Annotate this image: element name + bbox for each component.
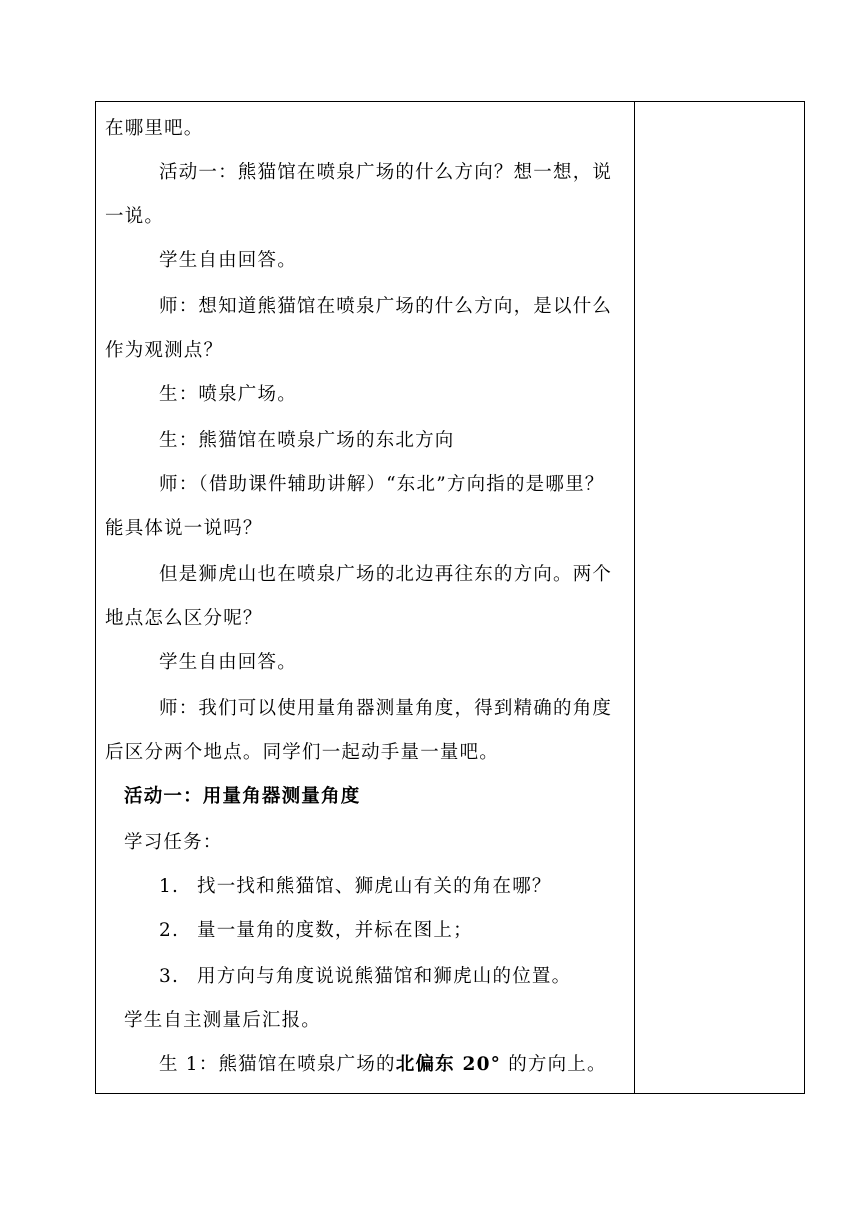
task-number: 1. <box>159 876 180 897</box>
text-line: 但是狮虎山也在喷泉广场的北边再往东的方向。两个 <box>159 564 613 585</box>
text-line: 学生自由回答。 <box>159 250 297 271</box>
task-number: 3. <box>159 966 180 987</box>
text-line: 师：我们可以使用量角器测量角度，得到精确的角度 <box>159 698 613 719</box>
text-line: 生：熊猫馆在喷泉广场的东北方向 <box>159 430 455 451</box>
task-label: 学习任务： <box>124 832 223 853</box>
text-line: 地点怎么区分呢？ <box>105 608 263 629</box>
activity-heading: 活动一：用量角器测量角度 <box>124 786 361 807</box>
task-text: 量一量角的度数，并标在图上； <box>197 920 473 941</box>
notes-cell <box>635 102 805 1093</box>
lesson-table <box>95 101 805 1094</box>
student-answer-line <box>159 1053 607 1077</box>
text-line: 作为观测点？ <box>105 340 224 361</box>
text-line: 师：想知道熊猫馆在喷泉广场的什么方向，是以什么 <box>159 296 613 317</box>
answer-direction: 北偏东 20° <box>395 1054 502 1075</box>
text-line: 学生自主测量后汇报。 <box>124 1010 322 1031</box>
task-item <box>159 875 552 899</box>
text-line: 学生自由回答。 <box>159 652 297 673</box>
task-text: 找一找和熊猫馆、狮虎山有关的角在哪？ <box>197 876 552 897</box>
answer-suffix: 的方向上。 <box>501 1054 607 1075</box>
text-line: 生：喷泉广场。 <box>159 384 297 405</box>
lesson-content-cell <box>96 102 634 1093</box>
text-line: 在哪里吧。 <box>105 118 204 139</box>
task-text: 用方向与角度说说熊猫馆和狮虎山的位置。 <box>197 966 572 987</box>
text-line: 后区分两个地点。同学们一起动手量一量吧。 <box>105 742 500 763</box>
text-line: 师：（借助课件辅助讲解）“东北”方向指的是哪里？ <box>159 474 605 495</box>
task-item <box>159 965 571 989</box>
text-line: 一说。 <box>105 206 165 227</box>
task-item <box>159 919 473 943</box>
task-number: 2. <box>159 920 180 941</box>
answer-prefix: 生 1：熊猫馆在喷泉广场的 <box>159 1054 396 1075</box>
text-line: 能具体说一说吗？ <box>105 518 263 539</box>
text-line: 活动一：熊猫馆在喷泉广场的什么方向？想一想，说 <box>159 162 613 183</box>
